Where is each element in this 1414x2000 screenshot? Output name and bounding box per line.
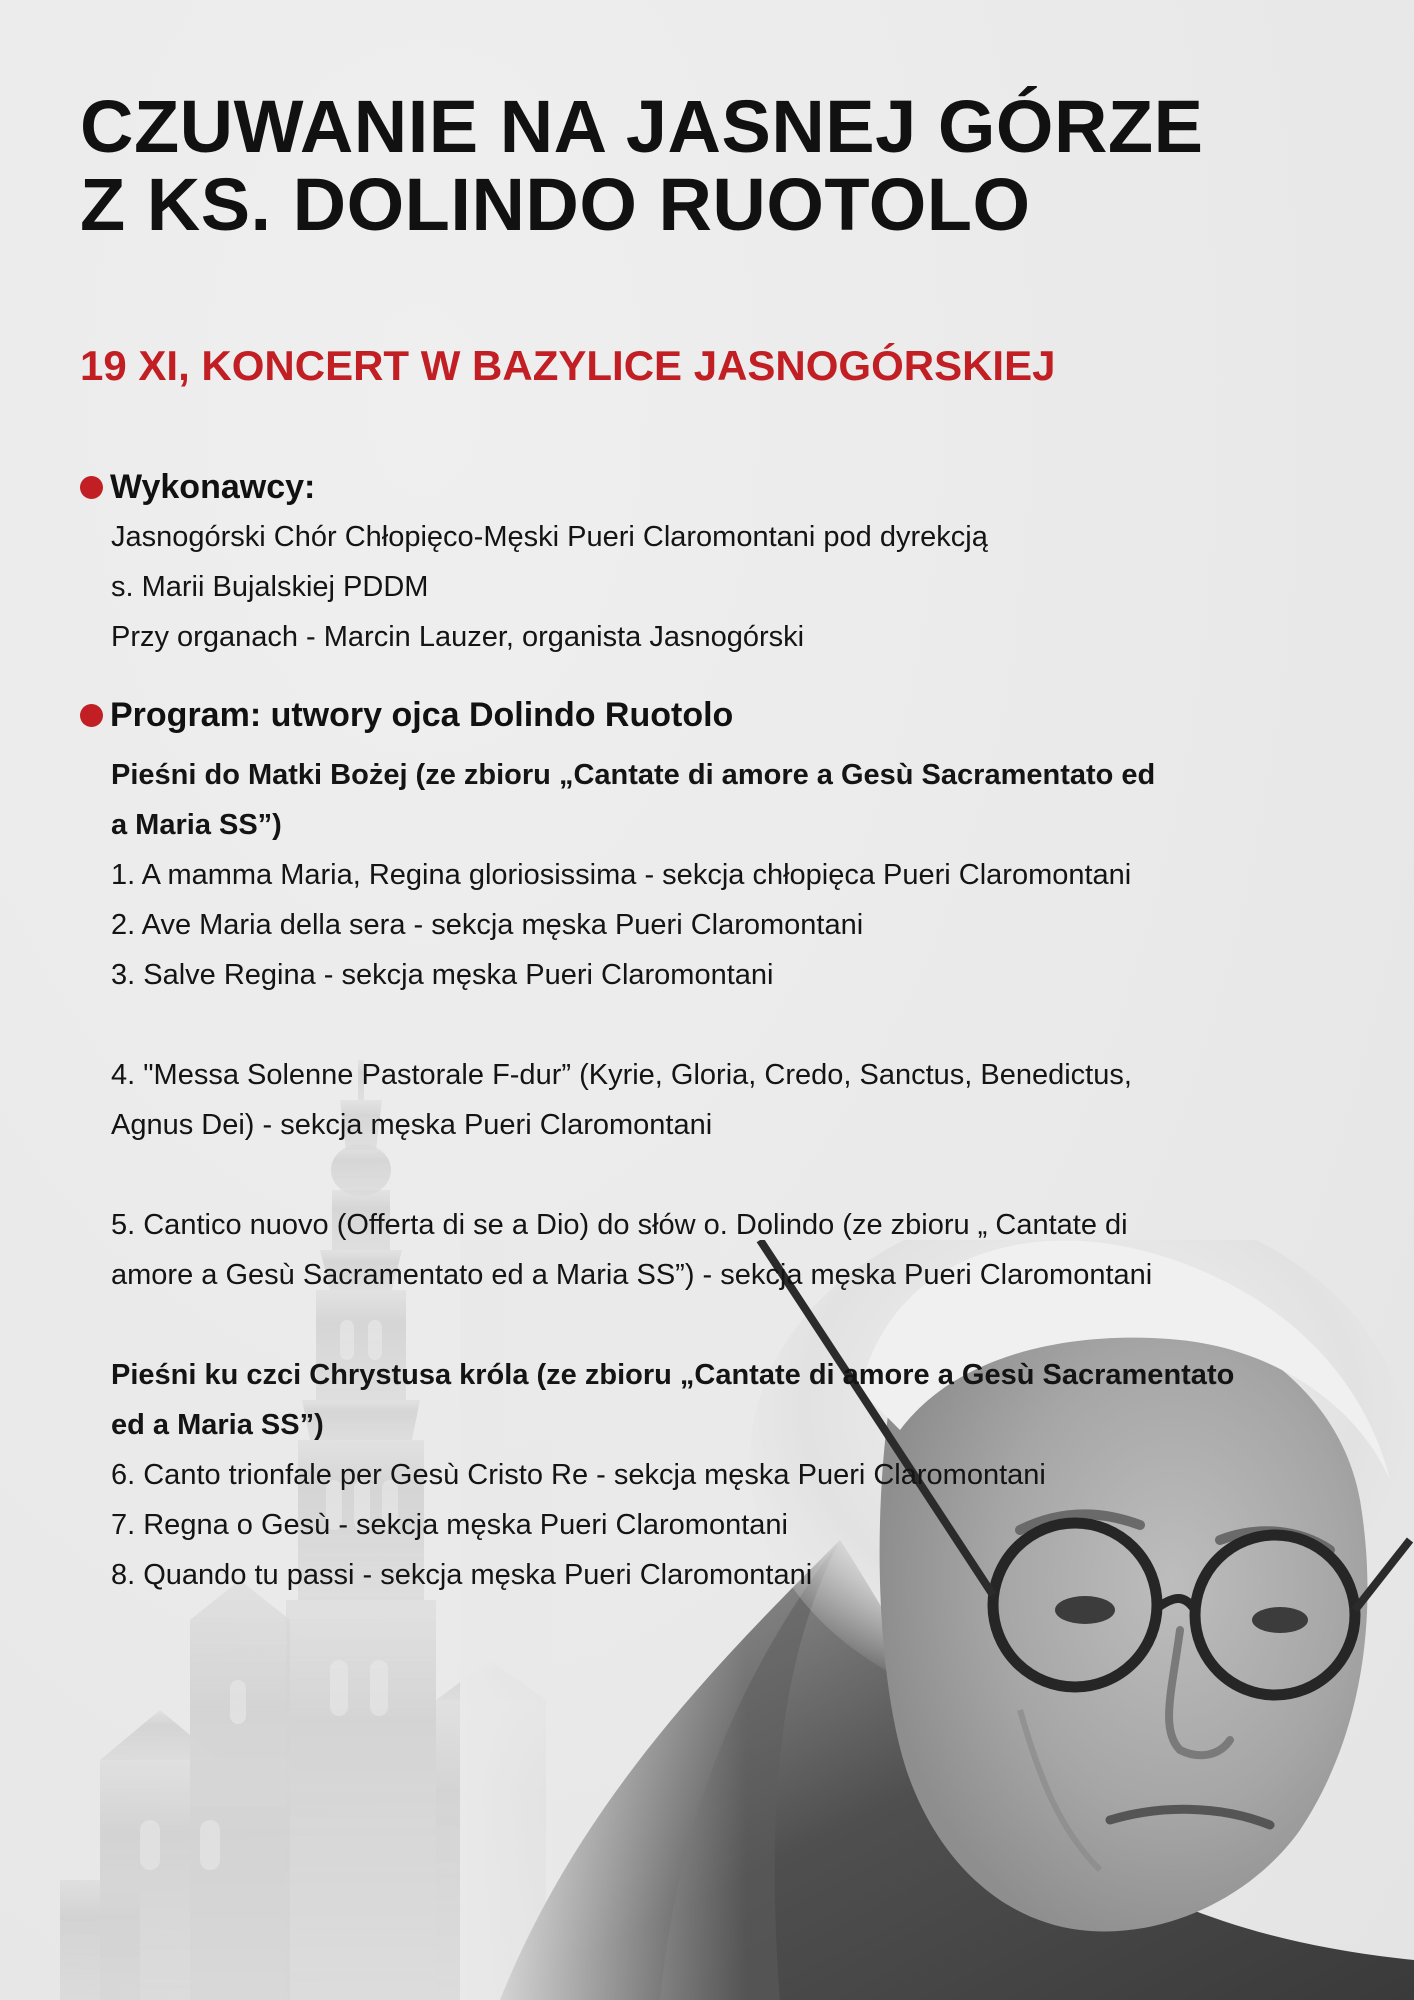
group2-heading-line-1: Pieśni ku czci Chrystusa króla (ze zbioru „Cantate di amore a Gesù Sacramentato (111, 1359, 1235, 1391)
program-heading (80, 690, 1310, 740)
program-item-2: 2. Ave Maria della sera - sekcja męska Pueri Claromontani (111, 909, 864, 941)
program-item-4-line-1: 4. "Messa Solenne Pastorale F-dur” (Kyrie, Gloria, Credo, Sanctus, Benedictus, (111, 1059, 1132, 1091)
program-item-7: 7. Regna o Gesù - sekcja męska Pueri Claromontani (111, 1509, 788, 1541)
performers-heading (80, 462, 1310, 512)
performers-heading-text: Wykonawcy: (110, 468, 316, 506)
event-subtitle: 19 XI, KONCERT W BAZYLICE JASNOGÓRSKIEJ (80, 342, 1056, 389)
title-line-2: Z KS. DOLINDO RUOTOLO (80, 163, 1031, 246)
program-item-4-line-2: Agnus Dei) - sekcja męska Pueri Claromontani (111, 1109, 713, 1141)
title-line-1: CZUWANIE NA JASNEJ GÓRZE (80, 85, 1204, 168)
program-item-8: 8. Quando tu passi - sekcja męska Pueri Claromontani (111, 1559, 813, 1591)
poster-content (80, 462, 1310, 1600)
program-item-1: 1. A mamma Maria, Regina gloriosissima - sekcja chłopięca Pueri Claromontani (111, 859, 1132, 891)
page-title (80, 85, 1204, 246)
bullet-dot-icon (80, 476, 103, 499)
program-item-5-line-2: amore a Gesù Sacramentato ed a Maria SS”) - sekcja męska Pueri Claromontani (111, 1259, 1153, 1291)
program-item-3: 3. Salve Regina - sekcja męska Pueri Claromontani (111, 959, 774, 991)
performers-line-2: s. Marii Bujalskiej PDDM (111, 571, 429, 603)
program-list (80, 750, 1310, 1600)
group2-heading-line-2: ed a Maria SS”) (111, 1409, 324, 1441)
program-heading-text: Program: utwory ojca Dolindo Ruotolo (110, 696, 734, 734)
group1-heading-line-2: a Maria SS”) (111, 809, 282, 841)
performers-line-3: Przy organach - Marcin Lauzer, organista Jasnogórski (111, 621, 805, 653)
performers-list (80, 512, 1310, 662)
bullet-dot-icon (80, 704, 103, 727)
program-item-5-line-1: 5. Cantico nuovo (Offerta di se a Dio) do słów o. Dolindo (ze zbioru „ Cantate di (111, 1209, 1128, 1241)
program-item-6: 6. Canto trionfale per Gesù Cristo Re - sekcja męska Pueri Claromontani (111, 1459, 1046, 1491)
group1-heading-line-1: Pieśni do Matki Bożej (ze zbioru „Cantate di amore a Gesù Sacramentato ed (111, 759, 1156, 791)
performers-line-1: Jasnogórski Chór Chłopięco-Męski Pueri Claromontani pod dyrekcją (111, 521, 988, 553)
